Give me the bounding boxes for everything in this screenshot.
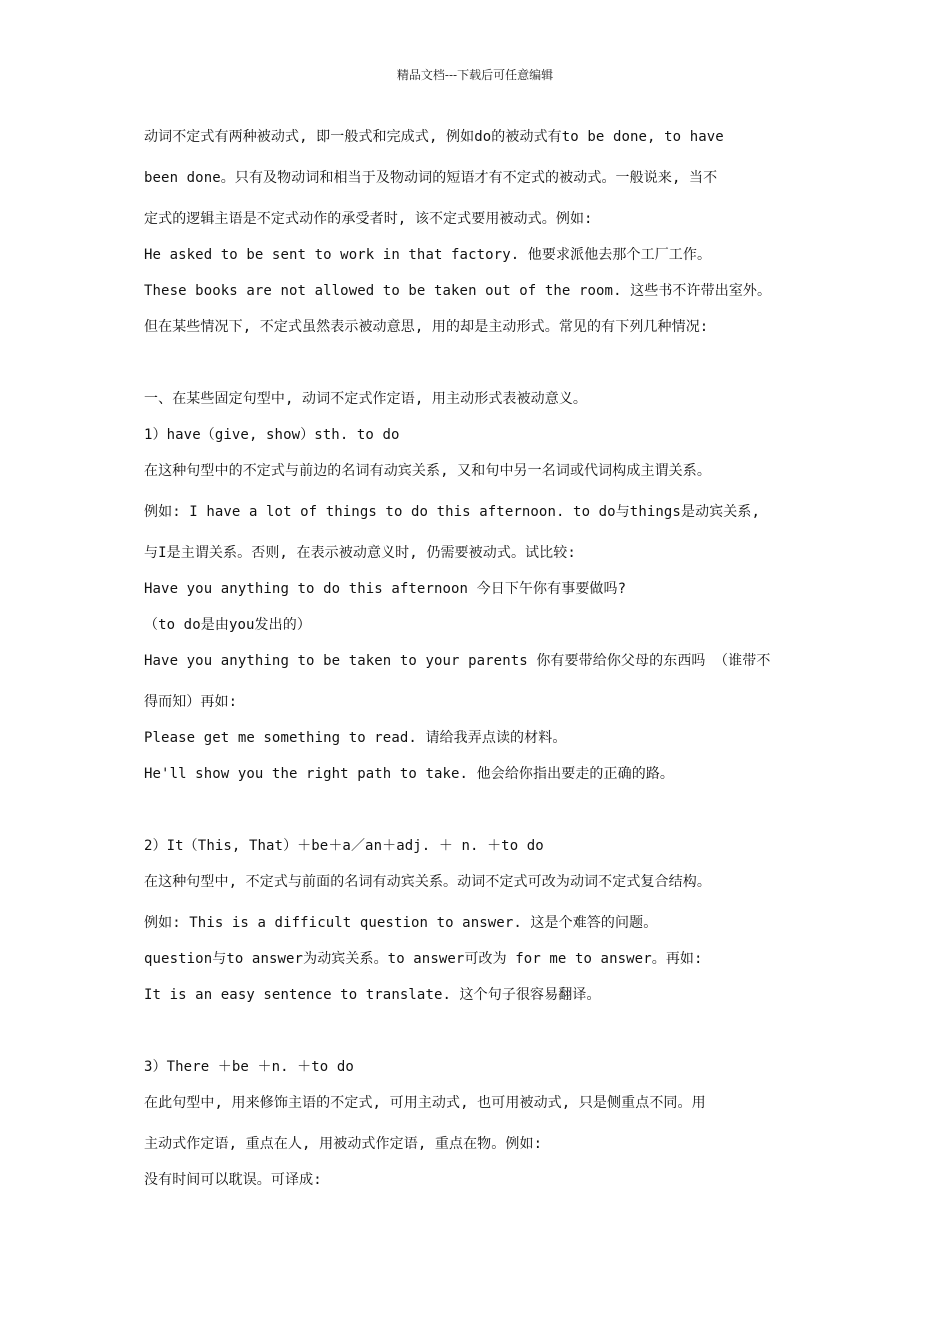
text-line: 在这种句型中, 不定式与前面的名词有动宾关系。动词不定式可改为动词不定式复合结构。 [144,874,711,890]
text-line: Please get me something to read. 请给我弄点读的材料。 [144,730,567,746]
text-line: 动词不定式有两种被动式, 即一般式和完成式, 例如do的被动式有to be done, to have [144,129,724,145]
page-header: 精品文档---下载后可任意编辑 [396,68,554,82]
text-line: 在这种句型中的不定式与前边的名词有动宾关系, 又和句中另一名词或代词构成主谓关系。 [144,463,711,479]
text-line: 定式的逻辑主语是不定式动作的承受者时, 该不定式要用被动式。例如: [144,211,593,227]
text-line: 得而知）再如: [144,694,238,710]
text-line: 例如: This is a difficult question to answer. 这是个难答的问题。 [144,915,658,931]
text-line: 例如: I have a lot of things to do this afternoon. to do与things是动宾关系, [144,504,760,520]
text-line: It is an easy sentence to translate. 这个句子很容易翻译。 [144,987,601,1003]
pattern-heading: 3）There ＋be ＋n. ＋to do [144,1059,354,1075]
text-line: 与I是主谓关系。否则, 在表示被动意义时, 仍需要被动式。试比较: [144,545,576,561]
text-line: Have you anything to do this afternoon 今日下午你有事要做吗? [144,581,627,597]
text-line: 但在某些情况下, 不定式虽然表示被动意思, 用的却是主动形式。常见的有下列几种情况: [144,319,709,335]
text-line: 主动式作定语, 重点在人, 用被动式作定语, 重点在物。例如: [144,1136,543,1152]
text-line: （to do是由you发出的） [144,617,311,633]
pattern-heading: 1）have（give, show）sth. to do [144,427,400,443]
text-line: question与to answer为动宾关系。to answer可改为 for me to answer。再如: [144,951,703,967]
text-line: 没有时间可以耽误。可译成: [144,1172,322,1188]
text-line: He asked to be sent to work in that factory. 他要求派他去那个工厂工作。 [144,247,712,263]
text-line: These books are not allowed to be taken out of the room. 这些书不许带出室外。 [144,283,772,299]
text-line: 在此句型中, 用来修饰主语的不定式, 可用主动式, 也可用被动式, 只是侧重点不同。用 [144,1095,706,1111]
text-line: He'll show you the right path to take. 他会给你指出要走的正确的路。 [144,766,675,782]
text-line: Have you anything to be taken to your parents 你有要带给你父母的东西吗 （谁带不 [144,653,771,669]
section-heading: 一、在某些固定句型中, 动词不定式作定语, 用主动形式表被动意义。 [144,391,588,407]
text-line: been done。只有及物动词和相当于及物动词的短语才有不定式的被动式。一般说来, 当不 [144,170,718,186]
pattern-heading: 2）It（This, That）＋be＋a／an＋adj. ＋ n. ＋to do [144,838,544,854]
